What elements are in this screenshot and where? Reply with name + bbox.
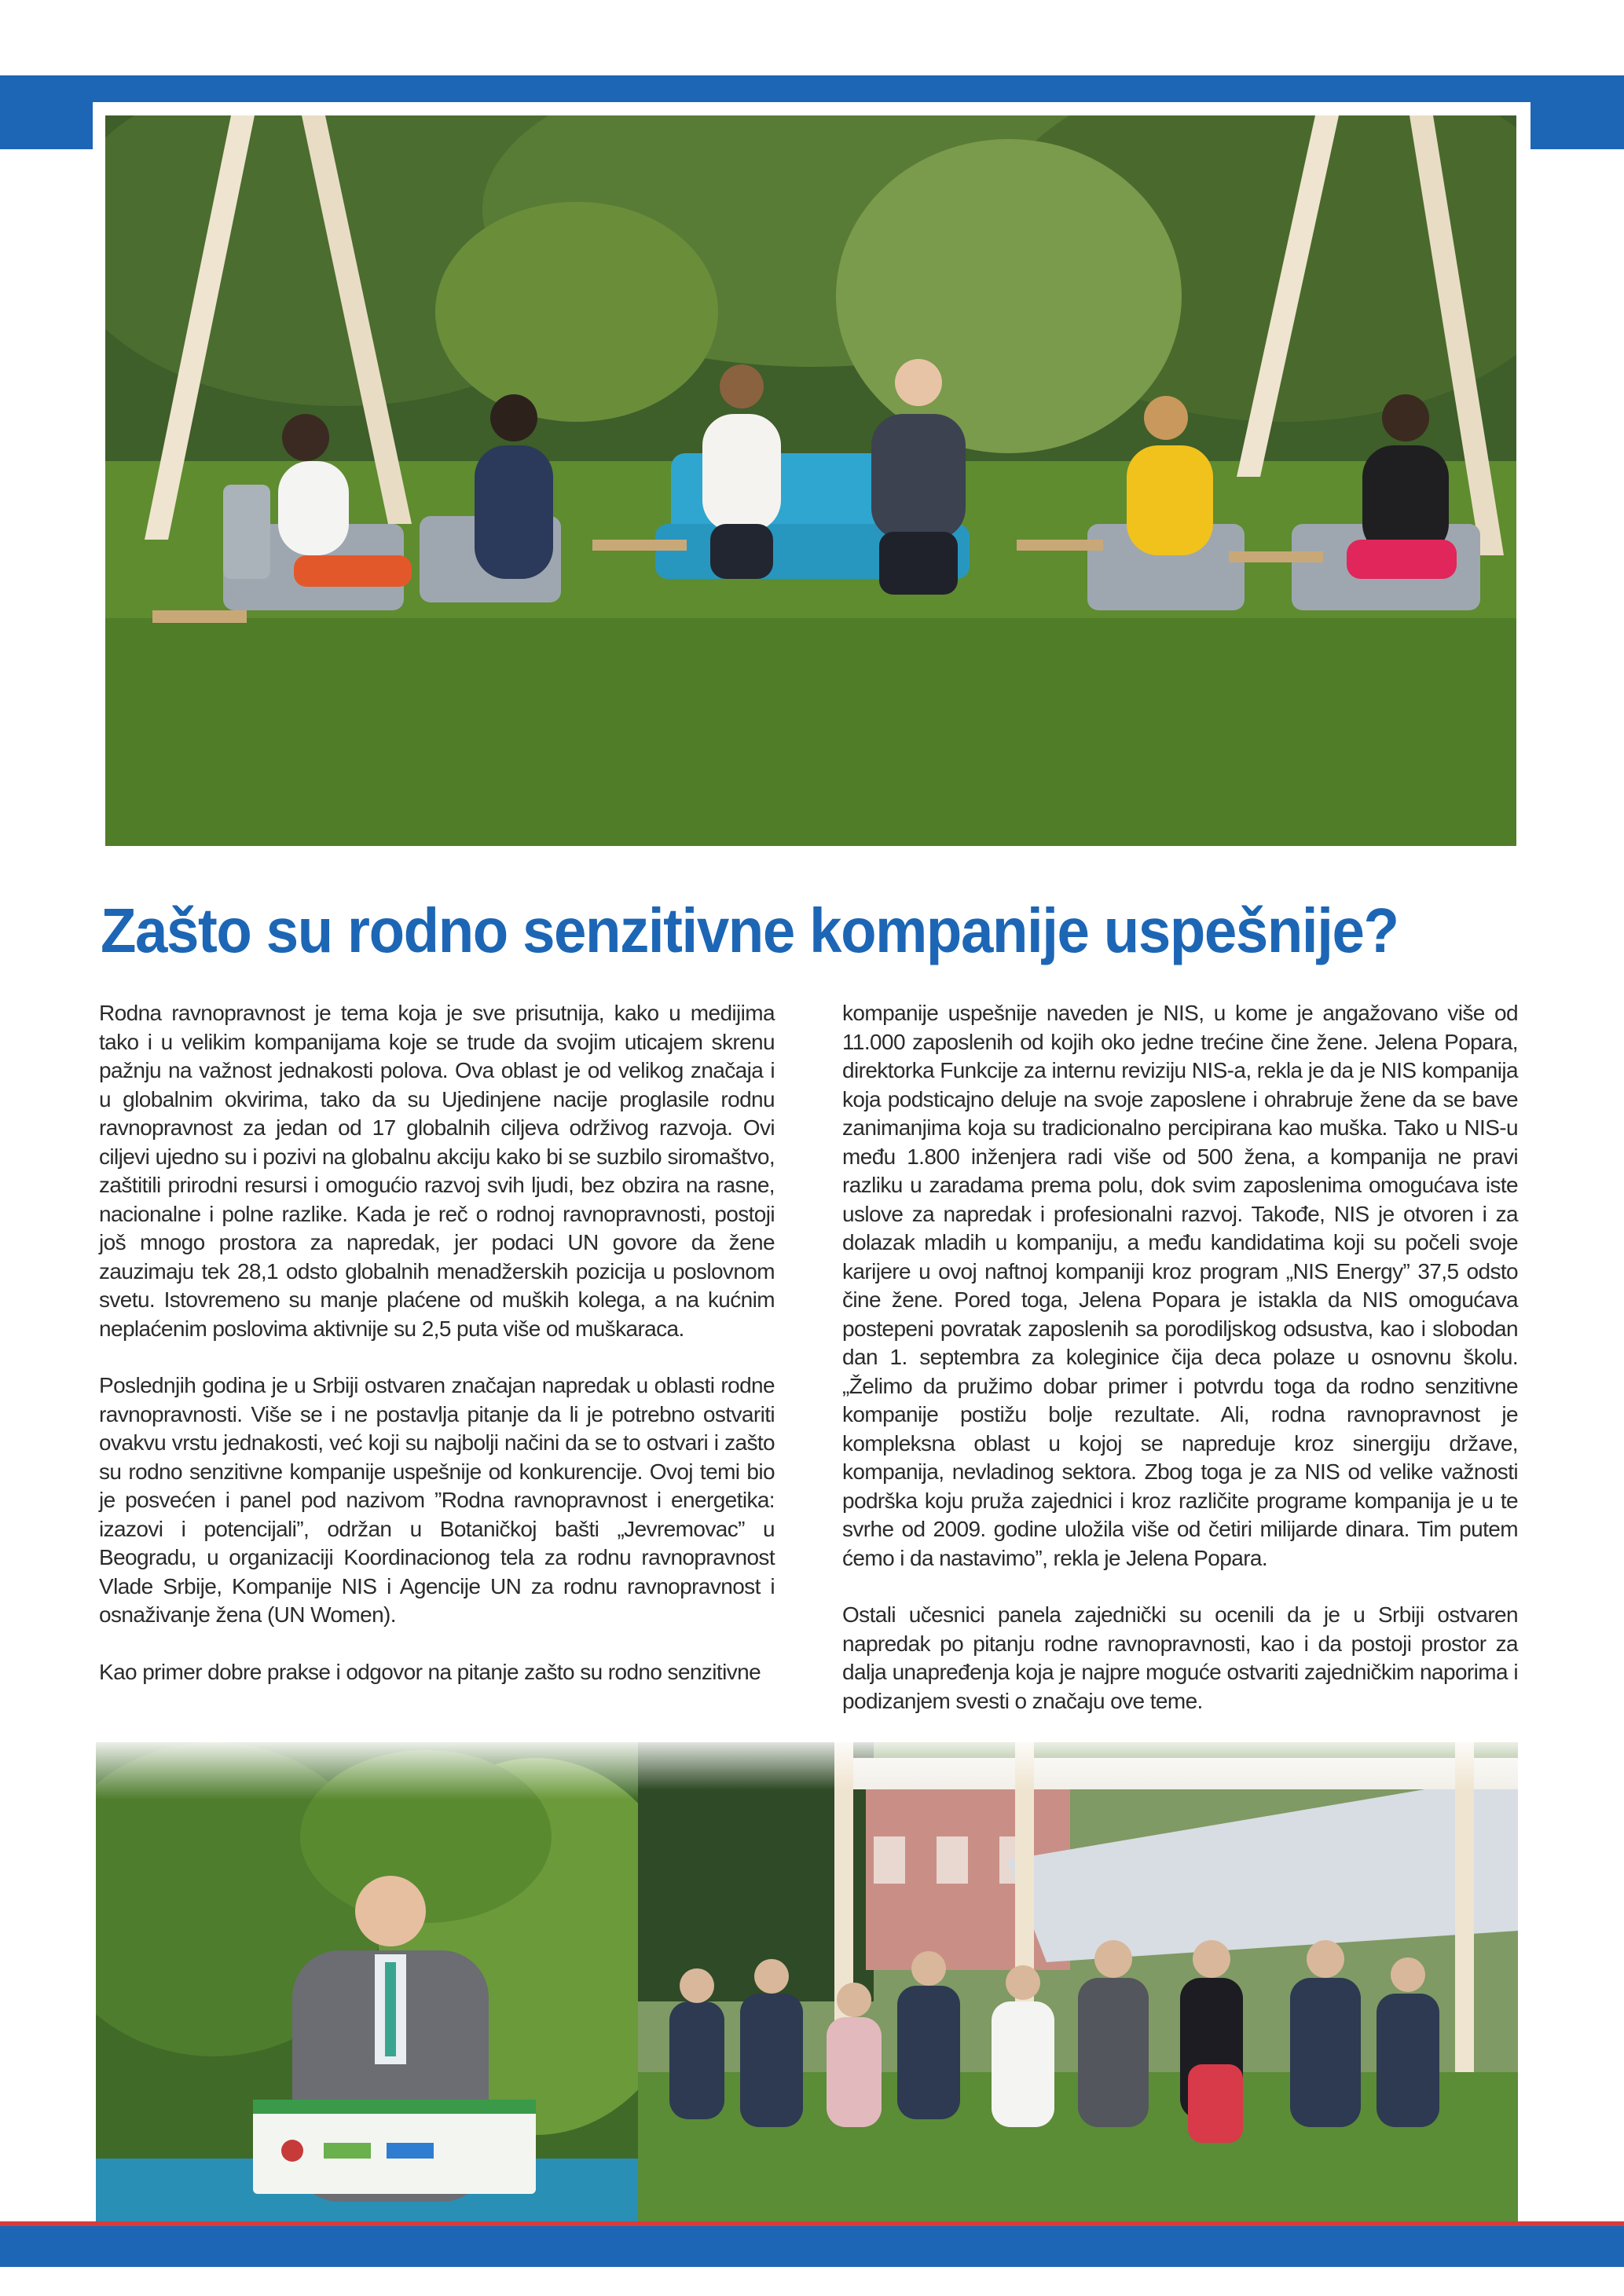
audience-photo: [638, 1742, 1518, 2221]
article-paragraph: kompanije uspešnije naveden je NIS, u kome je angažovano više od 11.000 zaposlenih od kojih oko jedne trećine čine žene. Jelena Popara, direktorka Funkcije za internu reviziju NIS-a, rekla je da je NIS kompanija koja podsticajno deluje na svoje zaposlene i ohrabruje žene da se bave zanimanjima koja su tradicionalno percipirana kao muška. Tako u NIS-u među 1.800 inženjera radi više od 500 žena, a kompanija ne pravi razliku u zaradama prema polu, dok svim zaposlenima omogućava iste uslove za napredak i profesionalni razvoj. Takođe, NIS je otvoren i za dolazak mladih u kompaniju, a među kandidatima koji su počeli svoje karijere u ovoj naftnoj kompaniji kroz program „NIS Energy” 37,5 odsto čine žene. Pored toga, Jelena Popara je istakla da NIS omogućava postepeni povratak zaposlenih sa porodiljskog odsustva, kao i slobodan dan 1. septembra za koleginice čija deca polaze u osnovnu školu. „Želimo da pružimo dobar primer i potvrdu toga da rodno senzitivne kompanije postižu bolje rezultate. Ali, rodna ravnopravnost je kompleksna oblast u kojoj se napreduje kroz sinergiju države, kompanija, nevladinog sektora. Zbog toga je za NIS od velike važnosti podrška koju pruža zajednici i kroz različite programe kompanija je u te svrhe od 2009. godine uložila više od četiri milijarde dinara. Tim putem ćemo i da nastavimo”, rekla je Jelena Popara.: [842, 1001, 1518, 1570]
article-column-right: [842, 999, 1518, 1744]
article-paragraph: Kao primer dobre prakse i odgovor na pitanje zašto su rodno senzitivne: [99, 1659, 761, 1684]
bottom-red-stripe: [0, 2221, 1624, 2226]
article-paragraph: Ostali učesnici panela zajednički su ocenili da je u Srbiji ostvaren napredak po pitanju rodne ravnopravnosti, kao i da postoji prostor za dalja unapređenja koja je najpre moguće ostvariti zajedničkim naporima i podizanjem svesti o značaju ove teme.: [842, 1602, 1518, 1713]
bottom-blue-band: [0, 2221, 1624, 2267]
article-title: Zašto su rodno senzitivne kompanije uspešnije?: [101, 895, 1399, 965]
speaker-at-podium-photo: [96, 1742, 638, 2221]
panel-discussion-photo: [105, 115, 1516, 846]
article-paragraph: Rodna ravnopravnost je tema koja je sve prisutnija, kako u medijima tako i u velikim kompanijama koje se trude da svojim uticajem skrenu pažnju na važnost jednakosti polova. Ova oblast je od velikog značaja i u globalnim okvirima, tako da su Ujedinjene nacije proglasile rodnu ravnopravnost za jedan od 17 globalnih ciljeva održivog razvoja. Ovi ciljevi ujedno su i pozivi na globalnu akciju kako bi se suzbilo siromaštvo, zaštitili prirodni resursi i omogućio razvoj svih ljudi, bez obzira na rasne, nacionalne i polne razlike. Kada je reč o rodnoj ravnopravnosti, postoji još mnogo prostora za napredak, jer podaci UN govore da žene zauzimaju tek 28,1 odsto globalnih menadžerskih pozicija u poslovnom svetu. Istovremeno su manje plaćene od muških kolega, a na kućnim neplaćenim poslovima aktivnije su 2,5 puta više od muškaraca.: [99, 1001, 775, 1341]
article-column-left: [99, 999, 775, 1715]
article-paragraph: Poslednjih godina je u Srbiji ostvaren značajan napredak u oblasti rodne ravnopravnosti. Više se i ne postavlja pitanje da li je potrebno ostvariti ovakvu vrstu jednakosti, već koji su najbolji načini da se to ostvari i zašto su rodno senzitivne kompanije uspešnije od konkurencije. Ovoj temi bio je posvećen i panel pod nazivom ”Rodna ravnopravnost i energetika: izazovi i potencijali”, održan u Botaničkoj bašti „Jevremovac” u Beogradu, u organizaciji Koordinacionog tela za rodnu ravnopravnost Vlade Srbije, Kompanije NIS i Agencije UN za rodnu ravnopravnost i osnaživanje žena (UN Women).: [99, 1373, 775, 1627]
